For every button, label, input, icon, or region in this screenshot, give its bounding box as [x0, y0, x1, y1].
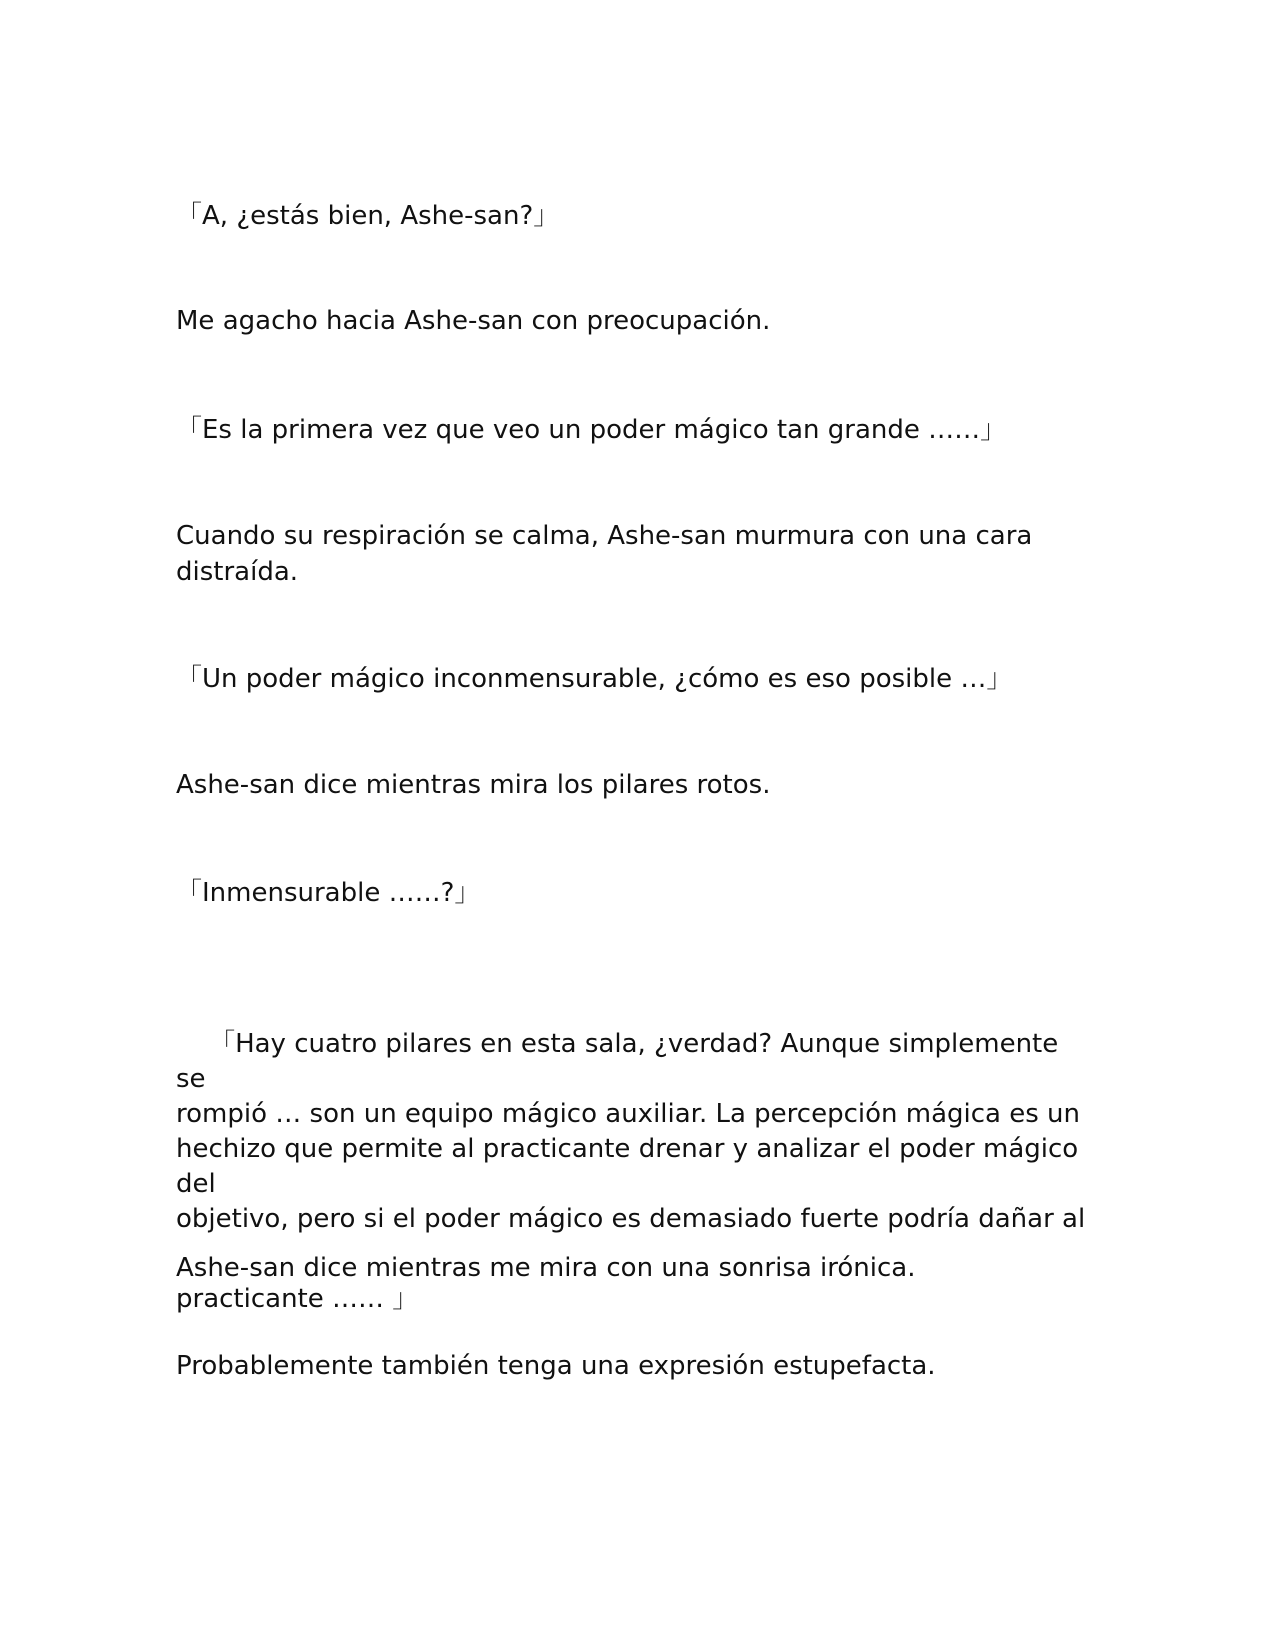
dialogue-line: 「Inmensurable ……?」 [176, 878, 481, 908]
narration-line: Ashe-san dice mientras me mira con una sonrisa irónica. [176, 1253, 916, 1283]
dialogue-line: 「Un poder mágico inconmensurable, ¿cómo es eso posible …」 [176, 664, 1013, 694]
narration-line: Ashe-san dice mientras mira los pilares rotos. [176, 770, 771, 800]
dialogue-line: 「Es la primera vez que veo un poder mágico tan grande ……」 [176, 415, 1007, 445]
dialogue-paragraph-last-line: practicante …… 」 [176, 1284, 419, 1314]
dialogue-paragraph-body: 「Hay cuatro pilares en esta sala, ¿verdad? Aunque simplemente se rompió … son un equipo mágico auxiliar. La percepción mágica es un hechizo que permite al practicante drenar y analizar el poder mágico del objetivo, pero si el poder mágico es demasiado fuerte podría dañar al [176, 1029, 1086, 1234]
narration-line: Me agacho hacia Ashe-san con preocupación. [176, 306, 771, 336]
narration-paragraph: Cuando su respiración se calma, Ashe-san murmura con una cara distraída. [176, 521, 1033, 587]
dialogue-paragraph [176, 992, 1096, 1387]
dialogue-line: 「A, ¿estás bien, Ashe-san?」 [176, 201, 560, 231]
narration-line: Probablemente también tenga una expresión estupefacta. [176, 1351, 936, 1381]
